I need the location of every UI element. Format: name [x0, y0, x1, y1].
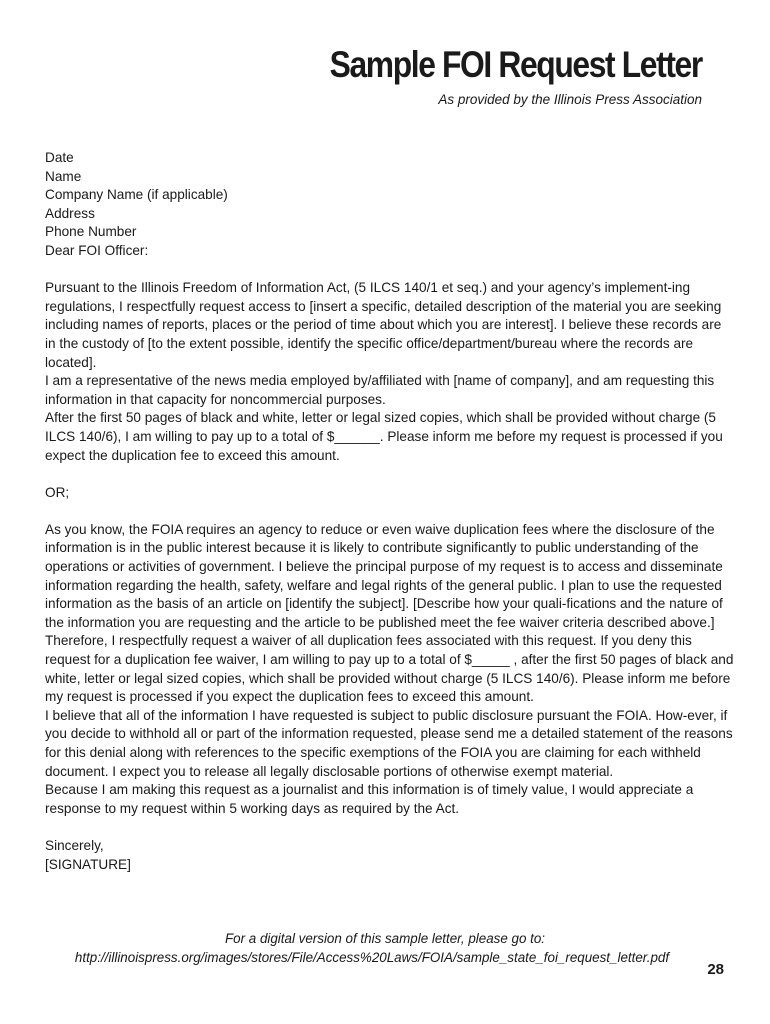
- spacer: [45, 261, 735, 280]
- paragraph-disclosure: I believe that all of the information I have requested is subject to public disclosure pursuant the FOIA. How-ever, if you decide to withhold all or part of the information requested, please send me a detailed statement of the reasons for this denial along with references to the specific exemptions of the FOIA you are claiming for each withheld document. I expect you to release all legally disclosable portions of otherwise exempt material.: [45, 707, 733, 779]
- letter-body: [45, 149, 735, 874]
- address-line-name: Name: [45, 168, 82, 184]
- paragraph-request: Pursuant to the Illinois Freedom of Information Act, (5 ILCS 140/1 et seq.) and your agency’s implement-ing regulations, I respectfully request access to [insert a specific, detailed description of the material you are seeking including names of reports, places or the period of time about which you are interest]. I believe these records are in the custody of [to the extent possible, identify the specific office/department/bureau where the records are located].: [45, 280, 722, 370]
- spacer: [45, 465, 735, 484]
- paragraph-media-representative: I am a representative of the news media employed by/affiliated with [name of company], and am requesting this information in that capacity for noncommercial purposes.: [45, 373, 715, 407]
- address-line-company: Company Name (if applicable): [45, 187, 228, 203]
- paragraph-public-interest: As you know, the FOIA requires an agency to reduce or even waive duplication fees where the disclosure of the information is in the public interest because it is likely to contribute significantly to public understanding of the operations or activities of government. I believe the principal purpose of my request is to access and disseminate information regarding the health, safety, welfare and legal rights of the general public. I plan to use the requested information as the basis of an article on [identify the subject]. [Describe how your quali-fications and the nature of the information you are requesting and the article to be published meet the fee waiver criteria described above.]: [45, 521, 723, 630]
- paragraph-timely-response: Because I am making this request as a journalist and this information is of timely value, I would appreciate a response to my request within 5 working days as required by the Act.: [45, 782, 694, 816]
- page-footer: [0, 930, 770, 967]
- paragraph-or: OR;: [45, 484, 70, 500]
- spacer: [45, 818, 735, 837]
- address-line-date: Date: [45, 150, 74, 165]
- address-line-address: Address: [45, 205, 95, 221]
- paragraph-fee-waiver: Therefore, I respectfully request a waiver of all duplication fees associated with this request. If you deny this request for a duplication fee waiver, I am willing to pay up to a total of $_____ , after the first 50 pages of black and white, letter or legal sized copies, which shall be provided without charge (5 ILCS 140/6). Please inform me before my request is processed if you expect the duplication fees to exceed this amount.: [45, 633, 734, 705]
- footer-note: For a digital version of this sample letter, please go to:: [224, 931, 546, 946]
- closing-signature: [SIGNATURE]: [45, 856, 131, 872]
- page-title: Sample FOI Request Letter: [329, 44, 702, 85]
- salutation: Dear FOI Officer:: [45, 242, 149, 258]
- paragraph-fee-limit: After the first 50 pages of black and white, letter or legal sized copies, which shall be provided without charge (5 ILCS 140/6), I am willing to pay up to a total of $______. Please inform me before my request is processed if you expect the duplication fee to exceed this amount.: [45, 410, 723, 463]
- page-subtitle: As provided by the Illinois Press Association: [438, 92, 702, 107]
- address-line-phone: Phone Number: [45, 224, 137, 240]
- closing-sincerely: Sincerely,: [45, 837, 104, 853]
- spacer: [45, 502, 735, 521]
- page-number: 28: [707, 961, 724, 978]
- footer-url: http://illinoispress.org/images/stores/File/Access%20Laws/FOIA/sample_state_foi_request_letter.pdf: [74, 949, 670, 965]
